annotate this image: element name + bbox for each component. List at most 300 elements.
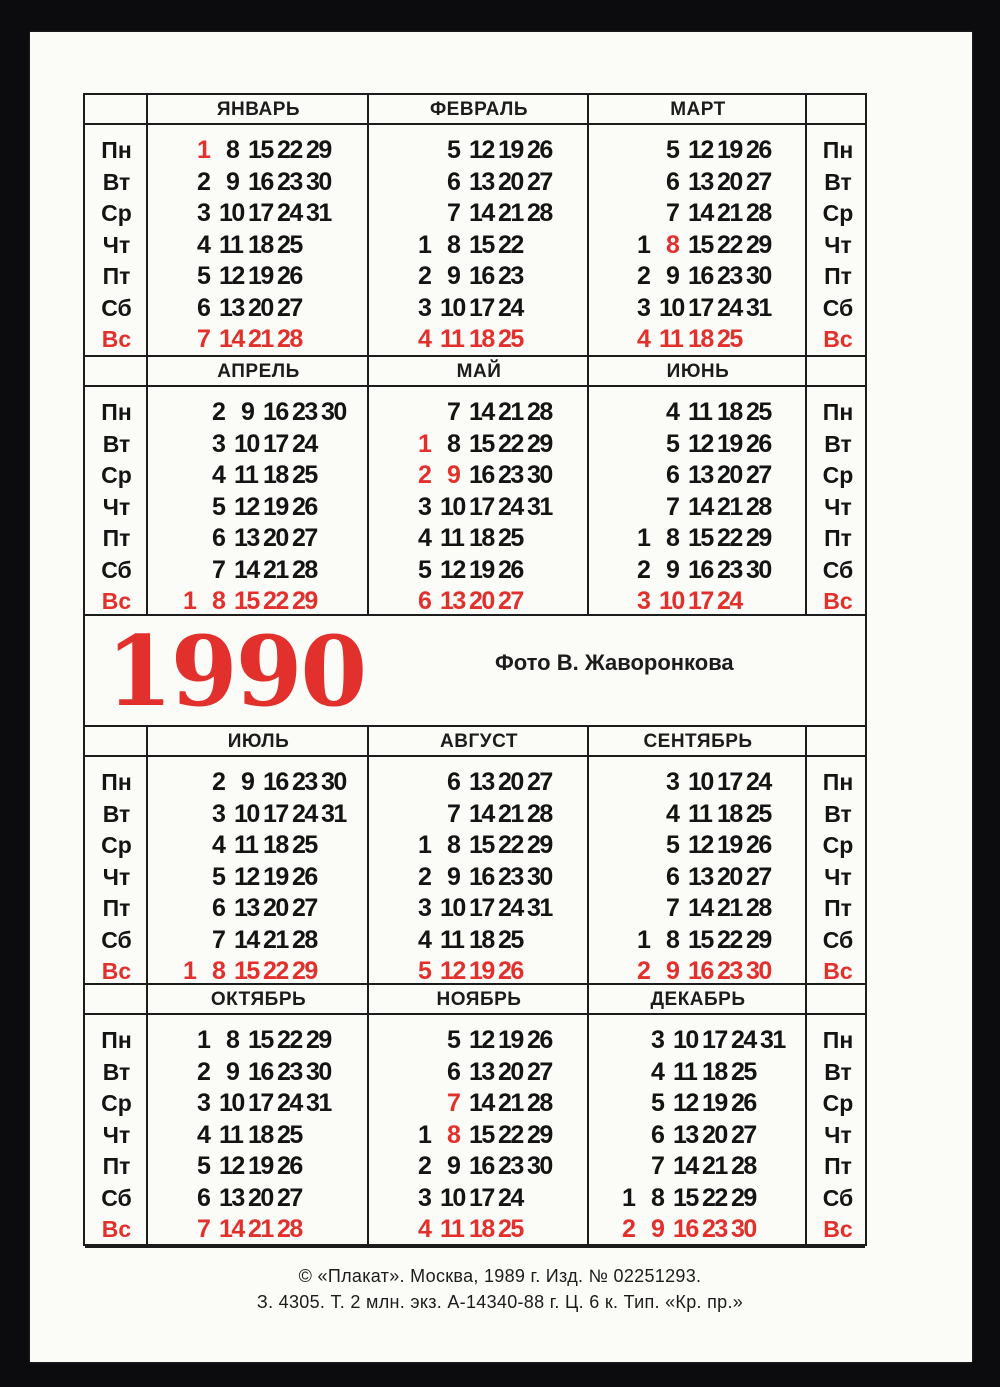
date-cell: 9: [447, 1152, 460, 1180]
date-cell: 10: [234, 429, 259, 458]
month-day-row: [190, 1088, 335, 1119]
date-cell: 18: [469, 1215, 494, 1243]
day-label-right: Сб: [822, 1184, 854, 1211]
date-cell: 25: [731, 1057, 756, 1086]
date-cell: 1: [637, 925, 650, 954]
date-cell: 6: [197, 293, 210, 322]
month-day-row: [630, 293, 775, 324]
date-cell: 7: [447, 398, 460, 426]
date-cell: 30: [321, 768, 346, 796]
date-cell: 2: [197, 167, 210, 196]
date-cell: 28: [527, 398, 552, 426]
date-cell: 5: [212, 492, 225, 521]
day-label-left: Пт: [102, 895, 131, 921]
date-cell: 14: [234, 555, 259, 584]
date-cell: 8: [666, 524, 679, 552]
date-cell: 8: [666, 925, 679, 954]
date-cell: 22: [277, 136, 302, 164]
month-day-row: [190, 1151, 335, 1182]
day-label-right: Пн: [822, 769, 854, 795]
date-cell: 3: [418, 293, 431, 322]
date-cell: 26: [277, 1152, 302, 1180]
date-cell: 1: [183, 957, 196, 985]
date-cell: 18: [717, 398, 742, 426]
date-cell: 22: [498, 1120, 523, 1149]
date-cell: 30: [527, 461, 552, 489]
date-cell: 23: [277, 1057, 302, 1086]
date-cell: 13: [688, 167, 713, 196]
date-cell: 26: [292, 492, 317, 521]
date-cell: 26: [746, 136, 771, 164]
day-label-left: Вс: [101, 958, 132, 984]
day-label-right: Пн: [822, 399, 854, 425]
date-cell: 19: [717, 831, 742, 859]
month-day-row: [411, 1057, 556, 1088]
date-cell: 5: [447, 136, 460, 164]
date-cell: 16: [469, 1152, 494, 1180]
day-label-left: Вт: [102, 168, 131, 195]
date-cell: 10: [659, 293, 684, 322]
date-cell: 16: [673, 1215, 698, 1243]
month-day-row: [190, 1025, 335, 1056]
date-cell: 4: [418, 524, 431, 552]
day-label-right: Сб: [822, 294, 854, 321]
month-name: МАЙ: [456, 361, 502, 382]
date-cell: 23: [292, 768, 317, 796]
date-cell: 15: [248, 1026, 273, 1054]
date-cell: 12: [234, 862, 259, 891]
date-cell: 14: [469, 799, 494, 828]
date-cell: 31: [746, 293, 771, 322]
date-cell: 30: [731, 1215, 756, 1243]
day-label-right: Ср: [822, 1090, 854, 1116]
date-cell: 9: [666, 262, 679, 290]
month-day-row: [411, 293, 556, 324]
date-cell: 18: [688, 325, 713, 353]
day-label-left: Вт: [102, 1058, 131, 1085]
month-name: ФЕВРАЛЬ: [429, 99, 529, 120]
date-cell: 26: [527, 1026, 552, 1054]
date-cell: 18: [702, 1057, 727, 1086]
date-cell: 24: [498, 1183, 523, 1212]
date-cell: 28: [292, 555, 317, 584]
date-cell: 14: [688, 894, 713, 922]
date-cell: 8: [447, 429, 460, 458]
date-cell: 25: [498, 524, 523, 552]
day-label-right: Пт: [824, 1153, 852, 1179]
date-cell: 30: [527, 862, 552, 891]
date-cell: 29: [306, 1026, 331, 1054]
month-day-row: [630, 429, 775, 460]
date-cell: 29: [527, 429, 552, 458]
date-cell: 1: [418, 831, 431, 859]
date-cell: 5: [666, 136, 679, 164]
date-cell: 10: [440, 492, 465, 521]
date-cell: 13: [440, 587, 465, 615]
day-label-right: Чт: [824, 863, 852, 890]
day-label-right: Чт: [824, 493, 852, 520]
date-cell: 14: [219, 1215, 244, 1243]
date-cell: 4: [212, 461, 225, 489]
month-name: ИЮНЬ: [666, 361, 730, 382]
date-cell: 7: [666, 199, 679, 227]
date-cell: 27: [277, 293, 302, 322]
date-cell: 6: [212, 524, 225, 552]
date-cell: 12: [234, 492, 259, 521]
date-cell: 3: [637, 293, 650, 322]
date-cell: 28: [527, 199, 552, 227]
month-day-row: [176, 956, 350, 987]
day-label-right: Пт: [824, 895, 852, 921]
date-cell: 20: [263, 524, 288, 552]
date-cell: 11: [440, 925, 464, 954]
day-label-left: Сб: [101, 926, 132, 953]
date-cell: 14: [234, 925, 259, 954]
month-day-row: [411, 586, 556, 617]
date-cell: 26: [498, 957, 523, 985]
day-label-left: Пн: [101, 137, 132, 163]
date-cell: 9: [226, 167, 239, 196]
date-cell: 27: [731, 1120, 756, 1149]
month-day-row: [190, 1183, 335, 1214]
date-cell: 29: [292, 957, 317, 985]
month-day-row: [411, 492, 556, 523]
month-name: МАРТ: [670, 99, 726, 120]
day-label-right: Пт: [824, 263, 852, 289]
date-cell: 17: [263, 799, 288, 828]
date-cell: 14: [219, 325, 244, 353]
month-day-row: [630, 460, 775, 491]
date-cell: 1: [197, 136, 210, 164]
month-day-row: [630, 586, 775, 617]
date-cell: 5: [197, 262, 210, 290]
date-cell: 27: [527, 768, 552, 796]
date-cell: 15: [688, 524, 713, 552]
date-cell: 27: [746, 167, 771, 196]
date-cell: 17: [702, 1026, 727, 1054]
date-cell: 6: [447, 167, 460, 196]
date-cell: 17: [469, 894, 494, 922]
date-cell: 10: [659, 587, 684, 615]
date-cell: 25: [277, 230, 302, 259]
date-cell: 4: [637, 325, 650, 353]
date-cell: 31: [527, 894, 552, 922]
date-cell: 17: [469, 293, 494, 322]
date-cell: 23: [498, 262, 523, 290]
month-day-row: [190, 1120, 335, 1151]
day-label-left: Пт: [102, 1153, 131, 1179]
month-day-row: [411, 799, 556, 830]
date-cell: 30: [746, 262, 771, 290]
date-cell: 22: [498, 831, 523, 859]
day-label-left: Вт: [102, 430, 131, 457]
month-day-row: [411, 1183, 556, 1214]
day-label-left: Сб: [101, 1184, 132, 1211]
date-cell: 26: [746, 831, 771, 859]
date-cell: 10: [440, 894, 465, 922]
date-cell: 24: [498, 894, 523, 922]
date-cell: 19: [263, 492, 288, 521]
day-label-left: Пт: [102, 263, 131, 289]
date-cell: 10: [219, 199, 244, 227]
date-cell: 18: [263, 461, 288, 489]
date-cell: 23: [717, 555, 742, 584]
date-cell: 4: [197, 230, 210, 259]
date-cell: 2: [637, 957, 650, 985]
date-cell: 5: [447, 1026, 460, 1054]
date-cell: 30: [306, 1057, 331, 1086]
day-label-right: Сб: [822, 556, 854, 583]
date-cell: 6: [212, 894, 225, 922]
date-cell: 22: [717, 230, 742, 259]
date-cell: 5: [212, 862, 225, 891]
date-cell: 30: [527, 1152, 552, 1180]
date-cell: 1: [418, 429, 431, 458]
date-cell: 12: [688, 136, 713, 164]
date-cell: 11: [234, 461, 258, 489]
footer-line-2: З. 4305. Т. 2 млн. экз. А-14340-88 г. Ц. 6 к. Тип. «Кр. пр.»: [256, 1292, 744, 1312]
date-cell: 9: [447, 461, 460, 489]
date-cell: 4: [212, 831, 225, 859]
date-cell: 29: [746, 230, 771, 259]
month-day-row: [411, 1025, 556, 1056]
date-cell: 10: [219, 1089, 244, 1117]
day-label-left: Чт: [102, 493, 131, 520]
date-cell: 23: [717, 957, 742, 985]
date-cell: 28: [277, 325, 302, 353]
date-cell: 22: [717, 925, 742, 954]
month-day-row: [176, 925, 350, 956]
date-cell: 15: [469, 230, 494, 259]
date-cell: 21: [498, 799, 523, 828]
month-day-row: [615, 1151, 789, 1182]
date-cell: 11: [688, 398, 712, 426]
month-name: ЯНВАРЬ: [216, 99, 301, 120]
date-cell: 3: [666, 768, 679, 796]
date-cell: 31: [527, 492, 552, 521]
date-cell: 5: [418, 555, 431, 584]
date-cell: 11: [440, 325, 464, 353]
date-cell: 2: [418, 461, 431, 489]
day-label-left: Вс: [101, 1216, 132, 1242]
footer-line-1: © «Плакат». Москва, 1989 г. Изд. № 02251293.: [298, 1266, 702, 1286]
date-cell: 15: [688, 925, 713, 954]
date-cell: 28: [731, 1152, 756, 1180]
date-cell: 12: [440, 555, 465, 584]
year-title: 1990: [106, 615, 366, 728]
date-cell: 20: [717, 461, 742, 489]
date-cell: 2: [622, 1215, 635, 1243]
date-cell: 12: [219, 1152, 244, 1180]
day-label-right: Вт: [824, 430, 852, 457]
date-cell: 18: [717, 799, 742, 828]
date-cell: 11: [440, 524, 464, 552]
month-day-row: [411, 925, 556, 956]
date-cell: 3: [418, 894, 431, 922]
date-cell: 16: [469, 862, 494, 891]
date-cell: 30: [746, 555, 771, 584]
date-cell: 7: [651, 1152, 664, 1180]
date-cell: 29: [746, 925, 771, 954]
month-day-row: [630, 135, 775, 166]
month-day-row: [176, 492, 350, 523]
date-cell: 26: [292, 862, 317, 891]
date-cell: 16: [263, 768, 288, 796]
date-cell: 24: [717, 293, 742, 322]
day-label-left: Ср: [101, 832, 132, 858]
date-cell: 1: [418, 1120, 431, 1149]
day-label-right: Ср: [822, 832, 854, 858]
date-cell: 5: [651, 1089, 664, 1117]
day-label-right: Вт: [824, 800, 852, 827]
date-cell: 11: [219, 1120, 243, 1149]
day-label-left: Сб: [101, 556, 132, 583]
date-cell: 15: [469, 831, 494, 859]
date-cell: 10: [234, 799, 259, 828]
date-cell: 17: [717, 768, 742, 796]
date-cell: 5: [666, 831, 679, 859]
day-label-left: Пт: [102, 525, 131, 551]
date-cell: 15: [248, 136, 273, 164]
date-cell: 4: [666, 398, 679, 426]
month-day-row: [615, 1057, 789, 1088]
date-cell: 14: [673, 1152, 698, 1180]
date-cell: 16: [469, 461, 494, 489]
date-cell: 4: [197, 1120, 210, 1149]
month-day-row: [630, 830, 775, 861]
date-cell: 8: [651, 1183, 664, 1212]
day-label-left: Пн: [101, 399, 132, 425]
date-cell: 22: [717, 524, 742, 552]
date-cell: 9: [666, 555, 679, 584]
date-cell: 25: [746, 398, 771, 426]
date-cell: 3: [637, 587, 650, 615]
month-day-row: [411, 1214, 556, 1245]
date-cell: 27: [292, 524, 317, 552]
date-cell: 4: [418, 1215, 431, 1243]
date-cell: 29: [527, 831, 552, 859]
month-day-row: [176, 893, 350, 924]
date-cell: 29: [292, 587, 317, 615]
date-cell: 12: [688, 831, 713, 859]
date-cell: 13: [234, 524, 259, 552]
day-label-left: Сб: [101, 294, 132, 321]
date-cell: 3: [197, 199, 210, 227]
date-cell: 7: [212, 925, 225, 954]
month-day-row: [630, 956, 775, 987]
month-day-row: [411, 1151, 556, 1182]
date-cell: 23: [498, 461, 523, 489]
date-cell: 16: [263, 398, 288, 426]
date-cell: 13: [219, 293, 244, 322]
date-cell: 26: [498, 555, 523, 584]
date-cell: 23: [277, 167, 302, 196]
date-cell: 29: [306, 136, 331, 164]
date-cell: 16: [469, 262, 494, 290]
date-cell: 12: [219, 262, 244, 290]
date-cell: 2: [418, 862, 431, 891]
date-cell: 20: [469, 587, 494, 615]
date-cell: 12: [673, 1089, 698, 1117]
date-cell: 17: [263, 429, 288, 458]
date-cell: 22: [263, 587, 288, 615]
date-cell: 7: [197, 325, 210, 353]
date-cell: 7: [197, 1215, 210, 1243]
date-cell: 18: [248, 230, 273, 259]
date-cell: 24: [292, 429, 317, 458]
date-cell: 31: [306, 1089, 331, 1117]
month-name: НОЯБРЬ: [436, 989, 522, 1010]
date-cell: 5: [197, 1152, 210, 1180]
date-cell: 13: [688, 862, 713, 891]
date-cell: 19: [263, 862, 288, 891]
month-day-row: [615, 1120, 789, 1151]
column-divider: [367, 95, 369, 357]
day-label-left: Пн: [101, 1027, 132, 1053]
date-cell: 4: [418, 325, 431, 353]
date-cell: 9: [447, 862, 460, 891]
date-cell: 17: [688, 293, 713, 322]
date-cell: 19: [469, 957, 494, 985]
date-cell: 30: [746, 957, 771, 985]
date-cell: 18: [469, 925, 494, 954]
month-day-row: [176, 429, 350, 460]
month-day-row: [190, 230, 335, 261]
date-cell: 15: [234, 957, 259, 985]
month-day-row: [411, 397, 556, 428]
date-cell: 24: [292, 799, 317, 828]
date-cell: 21: [717, 894, 742, 922]
day-label-left: Ср: [101, 1090, 132, 1116]
column-divider: [587, 985, 589, 1248]
month-day-row: [630, 925, 775, 956]
date-cell: 17: [248, 199, 273, 227]
month-day-row: [411, 230, 556, 261]
day-label-left: Пн: [101, 769, 132, 795]
month-day-row: [411, 460, 556, 491]
date-cell: 24: [498, 293, 523, 322]
date-cell: 17: [469, 492, 494, 521]
date-cell: 7: [666, 894, 679, 922]
date-cell: 8: [212, 587, 225, 615]
day-label-right: Пн: [822, 137, 854, 163]
date-cell: 2: [637, 555, 650, 584]
date-cell: 21: [702, 1152, 727, 1180]
month-day-row: [630, 767, 775, 798]
date-cell: 2: [418, 1152, 431, 1180]
date-cell: 16: [688, 555, 713, 584]
date-cell: 31: [760, 1026, 785, 1054]
month-day-row: [176, 862, 350, 893]
month-day-row: [411, 830, 556, 861]
date-cell: 20: [498, 768, 523, 796]
date-cell: 7: [447, 199, 460, 227]
date-cell: 8: [447, 831, 460, 859]
date-cell: 22: [498, 230, 523, 259]
date-cell: 29: [527, 1120, 552, 1149]
date-cell: 18: [469, 524, 494, 552]
month-day-row: [630, 492, 775, 523]
date-cell: 26: [731, 1089, 756, 1117]
month-day-row: [411, 1120, 556, 1151]
date-cell: 19: [248, 1152, 273, 1180]
date-cell: 27: [527, 1057, 552, 1086]
date-cell: 12: [688, 429, 713, 458]
date-cell: 25: [277, 1120, 302, 1149]
date-cell: 21: [717, 492, 742, 521]
date-cell: 22: [498, 429, 523, 458]
date-cell: 13: [673, 1120, 698, 1149]
